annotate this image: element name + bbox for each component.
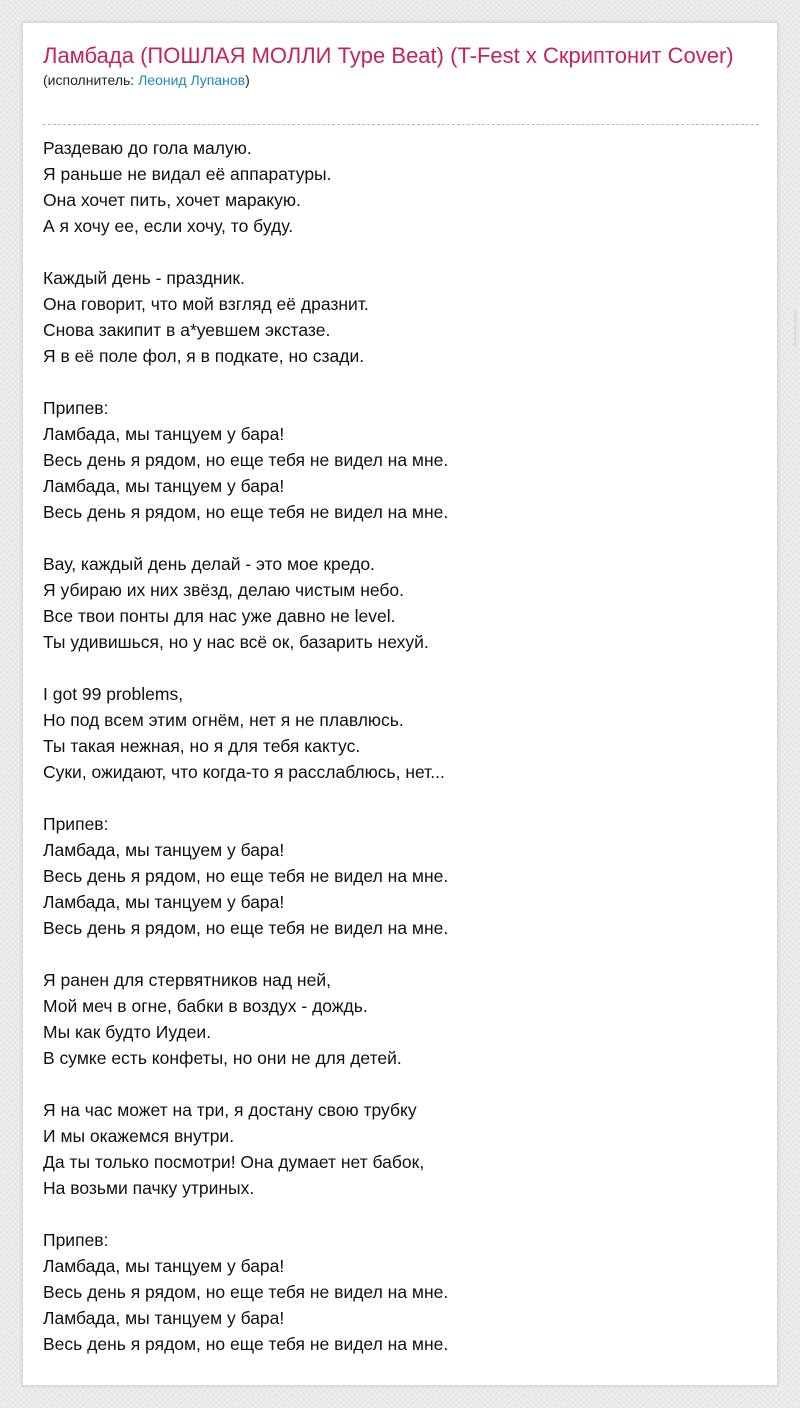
lyric-line: Весь день я рядом, но еще тебя не видел на мне. [43, 866, 449, 886]
header-divider [43, 124, 759, 125]
lyrics-card [22, 22, 778, 1386]
lyric-line: Ламбада, мы танцуем у бара! [43, 892, 285, 912]
lyric-line: А я хочу ее, если хочу, то буду. [43, 216, 294, 236]
song-title: Ламбада (ПОШЛАЯ МОЛЛИ Type Beat) (T-Fest x Скриптонит Cover) [43, 43, 734, 68]
lyric-line: Снова закипит в а*уевшем экстазе. [43, 320, 331, 340]
lyric-line: Но под всем этим огнём, нет я не плавлюсь. [43, 710, 404, 730]
lyrics-stanza [43, 681, 759, 785]
lyric-line: Каждый день - праздник. [43, 268, 245, 288]
lyric-line: Ламбада, мы танцуем у бара! [43, 1308, 285, 1328]
lyric-line: Ты удивишься, но у нас всё ок, базарить нехуй. [43, 632, 429, 652]
byline-suffix: ) [245, 72, 250, 88]
lyric-line: Я убираю их них звёзд, делаю чистым небо. [43, 580, 405, 600]
lyric-line: Она говорит, что мой взгляд её дразнит. [43, 294, 369, 314]
lyric-line: На возьми пачку утриных. [43, 1178, 255, 1198]
lyric-line: Ламбада, мы танцуем у бара! [43, 476, 285, 496]
lyric-line: Я раньше не видал её аппаратуры. [43, 164, 332, 184]
lyric-line: Ты такая нежная, но я для тебя кактус. [43, 736, 361, 756]
lyric-line: Весь день я рядом, но еще тебя не видел на мне. [43, 918, 449, 938]
lyric-line: Ламбада, мы танцуем у бара! [43, 840, 285, 860]
artist-byline [43, 71, 759, 89]
lyric-line: Раздеваю до гола малую. [43, 138, 252, 158]
song-header [43, 41, 759, 89]
lyric-line: Весь день я рядом, но еще тебя не видел на мне. [43, 450, 449, 470]
lyric-line: Припев: [43, 1230, 109, 1250]
lyric-line: Я ранен для стервятников над ней, [43, 970, 331, 990]
lyric-line: Она хочет пить, хочет маракую. [43, 190, 301, 210]
lyric-line: Я в её поле фол, я в подкате, но сзади. [43, 346, 365, 366]
lyric-line: I got 99 problems, [43, 684, 184, 704]
lyric-line: Весь день я рядом, но еще тебя не видел на мне. [43, 1334, 449, 1354]
lyrics-stanza [43, 967, 759, 1071]
lyric-line: Ламбада, мы танцуем у бара! [43, 1256, 285, 1276]
lyric-line: Ламбада, мы танцуем у бара! [43, 424, 285, 444]
lyric-line: Мой меч в огне, бабки в воздух - дождь. [43, 996, 368, 1016]
lyric-line: Суки, ожидают, что когда-то я расслаблюсь, нет... [43, 762, 445, 782]
lyrics-body [43, 135, 759, 1383]
lyric-line: Мы как будто Иудеи. [43, 1022, 212, 1042]
lyric-line: Вау, каждый день делай - это мое кредо. [43, 554, 375, 574]
scroll-edge-marker [794, 310, 800, 346]
lyric-line: Весь день я рядом, но еще тебя не видел на мне. [43, 1282, 449, 1302]
lyrics-stanza [43, 811, 759, 941]
lyrics-stanza [43, 1227, 759, 1357]
byline-prefix: (исполнитель: [43, 72, 139, 88]
lyrics-stanza [43, 551, 759, 655]
lyric-line: Припев: [43, 814, 109, 834]
lyrics-stanza [43, 1097, 759, 1201]
lyric-line: Припев: [43, 398, 109, 418]
lyric-line: Весь день я рядом, но еще тебя не видел на мне. [43, 502, 449, 522]
lyric-line: Я на час может на три, я достану свою трубку [43, 1100, 417, 1120]
lyric-line: И мы окажемся внутри. [43, 1126, 235, 1146]
artist-link[interactable]: Леонид Лупанов [138, 72, 246, 88]
lyric-line: В сумке есть конфеты, но они не для детей. [43, 1048, 402, 1068]
lyrics-stanza [43, 395, 759, 525]
lyrics-stanza [43, 135, 759, 239]
lyrics-stanza [43, 265, 759, 369]
lyric-line: Да ты только посмотри! Она думает нет бабок, [43, 1152, 425, 1172]
lyric-line: Все твои понты для нас уже давно не level. [43, 606, 396, 626]
